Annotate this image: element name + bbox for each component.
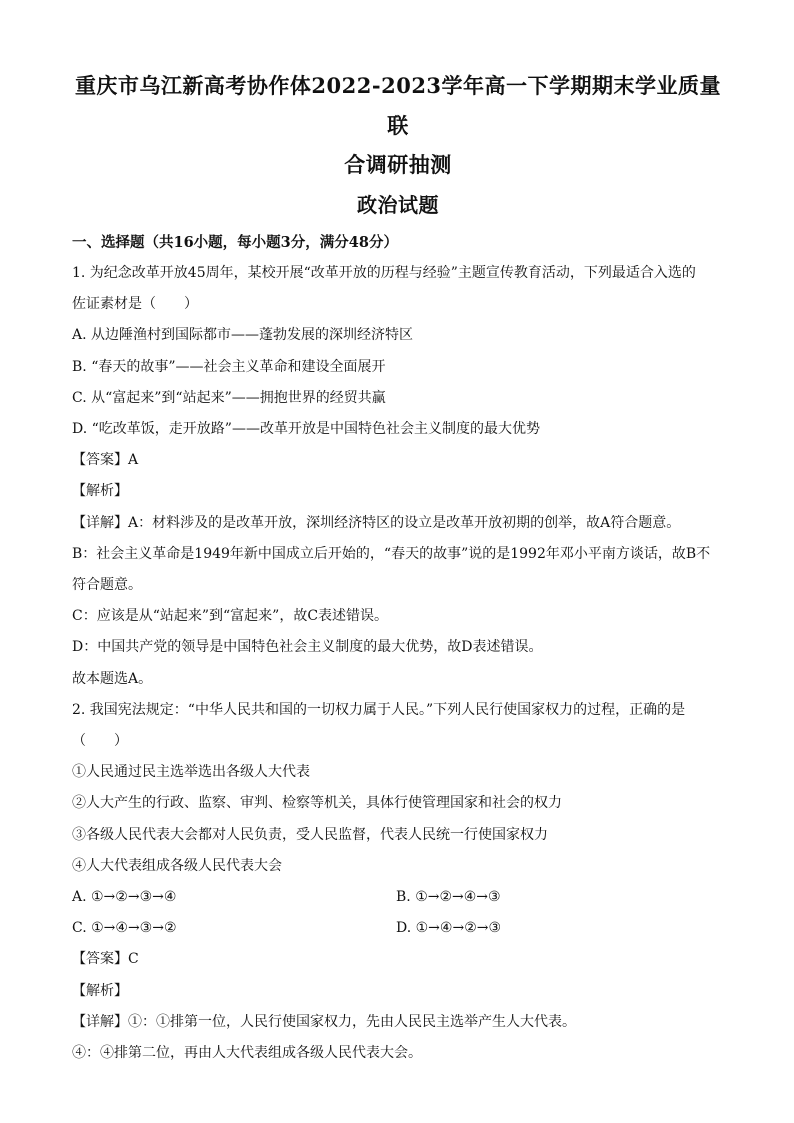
q2-answer: 【答案】C [72, 951, 139, 968]
q1-option-d: D. “吃改革饭，走开放路”——改革开放是中国特色社会主义制度的最大优势 [72, 421, 540, 438]
q2-item-4: ④人大代表组成各级人民代表大会 [72, 857, 282, 874]
q1-detail-line3: 符合题意。 [72, 577, 142, 594]
q2-option-c: C. ①→④→③→② [72, 920, 177, 937]
q2-option-a: A. ①→②→③→④ [72, 889, 177, 906]
q1-detail-line4: C：应该是从“站起来”到“富起来”，故C表述错误。 [72, 608, 389, 625]
q1-detail-line1: 【详解】A：材料涉及的是改革开放，深圳经济特区的设立是改革开放初期的创举，故A符合题意。 [72, 514, 681, 531]
q2-item-1: ①人民通过民主选举选出各级人大代表 [72, 764, 310, 781]
q2-item-3: ③各级人民代表大会都对人民负责，受人民监督，代表人民统一行使国家权力 [72, 826, 548, 843]
q2-item-2: ②人大产生的行政、监察、审判、检察等机关，具体行使管理国家和社会的权力 [72, 795, 562, 812]
q2-option-b: B. ①→②→④→③ [396, 889, 501, 906]
q1-detail-line2: B：社会主义革命是1949年新中国成立后开始的，“春天的故事”说的是1992年邓小平南方谈话，故B不 [72, 545, 711, 562]
q1-stem-line1: 1. 为纪念改革开放45周年，某校开展“改革开放的历程与经验”主题宣传教育活动，下列最适合入选的 [72, 265, 696, 281]
q2-stem-line2: （ ） [72, 733, 128, 750]
q2-stem-line1: 2. 我国宪法规定：“中华人民共和国的一切权力属于人民。”下列人民行使国家权力的过程，正确的是 [72, 701, 686, 718]
q1-detail-line6: 故本题选A。 [72, 670, 153, 687]
q2-options-row1 [72, 882, 724, 913]
q1-stem-line2: 佐证素材是（ ） [72, 296, 198, 313]
q1-option-b: B. “春天的故事”——社会主义革命和建设全面展开 [72, 358, 386, 375]
q1-analysis-label: 【解析】 [72, 483, 128, 500]
q1-option-c: C. 从“富起来”到“站起来”——拥抱世界的经贸共赢 [72, 389, 386, 406]
q2-detail-line1: 【详解】①：①排第一位，人民行使国家权力，先由人民民主选举产生人大代表。 [72, 1013, 576, 1030]
exam-title-line2: 合调研抽测 [344, 152, 452, 177]
exam-subject-title: 政治试题 [357, 193, 439, 217]
q1-answer: 【答案】A [72, 452, 139, 469]
exam-title-line1: 重庆市乌江新高考协作体2022-2023学年高一下学期期末学业质量联 [74, 73, 722, 138]
question-2 [72, 695, 724, 1069]
question-1 [72, 258, 724, 695]
q2-options-row2 [72, 913, 724, 944]
q1-option-a: A. 从边陲渔村到国际都市——蓬勃发展的深圳经济特区 [72, 327, 414, 344]
section-heading-choice: 一、选择题（共16小题，每小题3分，满分48分） [72, 234, 398, 251]
q1-detail-line5: D：中国共产党的领导是中国特色社会主义制度的最大优势，故D表述错误。 [72, 639, 543, 656]
q2-analysis-label: 【解析】 [72, 982, 128, 999]
q2-detail-line2: ④：④排第二位，再由人大代表组成各级人民代表大会。 [72, 1045, 422, 1062]
q2-option-d: D. ①→④→②→③ [396, 920, 502, 937]
